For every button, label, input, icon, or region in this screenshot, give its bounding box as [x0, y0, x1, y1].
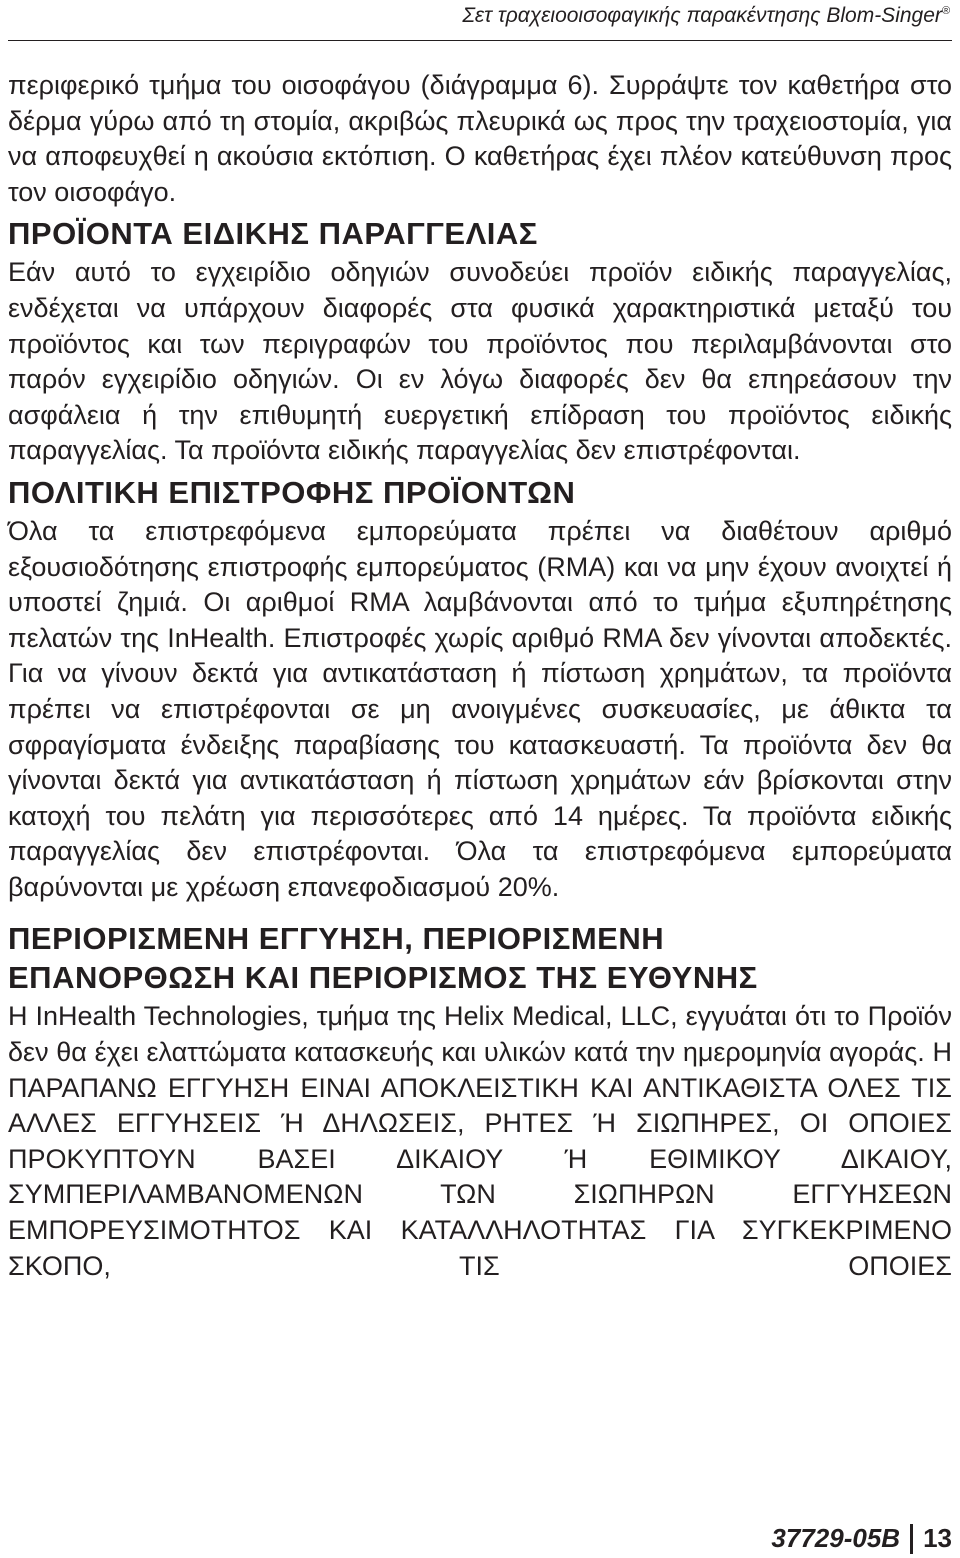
page-footer	[771, 1523, 952, 1554]
heading-limited-warranty-line2: ΕΠΑΝΟΡΘΩΣΗ ΚΑΙ ΠΕΡΙΟΡΙΣΜΟΣ ΤΗΣ ΕΥΘΥΝΗΣ	[8, 960, 758, 996]
running-header	[462, 4, 950, 28]
header-divider	[8, 40, 952, 41]
heading-limited-warranty-line1: ΠΕΡΙΟΡΙΣΜΕΝΗ ΕΓΓΥΗΣΗ, ΠΕΡΙΟΡΙΣΜΕΝΗ	[8, 921, 665, 957]
heading-special-order-products: ΠΡΟΪΟΝΤΑ ΕΙΔΙΚΗΣ ΠΑΡΑΓΓΕΛΙΑΣ	[8, 216, 538, 252]
intro-paragraph: περιφερικό τμήμα του οισοφάγου (διάγραμμα 6). Συρράψτε τον καθετήρα στο δέρμα γύρω από τη στομία, ακριβώς πλευρικά ως προς την τραχειοστομία, για να αποφευχθεί η ακούσια εκτόπιση. Ο καθετήρας έχει πλέον κατεύθυνση προς τον οισοφάγο.	[8, 70, 952, 207]
page-content	[8, 68, 952, 1284]
limited-warranty-paragraph: Η InHealth Technologies, τμήμα της Helix Medical, LLC, εγγυάται ότι το Προϊόν δεν θα έχει ελαττώματα κατασκευής και υλικών κατά την ημερομηνία αγοράς. Η ΠΑΡΑΠΑΝΩ ΕΓΓΥΗΣΗ ΕΙΝΑΙ ΑΠΟΚΛΕΙΣΤΙΚΗ ΚΑΙ ΑΝΤΙΚΑΘΙΣΤΑ ΟΛΕΣ ΤΙΣ ΑΛΛΕΣ ΕΓΓΥΗΣΕΙΣ Ή ΔΗΛΩΣΕΙΣ, ΡΗΤΕΣ Ή ΣΙΩΠΗΡΕΣ, ΟΙ ΟΠΟΙΕΣ ΠΡΟΚΥΠΤΟΥΝ ΒΑΣΕΙ ΔΙΚΑΙΟΥ Ή ΕΘΙΜΙΚΟΥ ΔΙΚΑΙΟΥ, ΣΥΜΠΕΡΙΛΑΜΒΑΝΟΜΕΝΩΝ ΤΩΝ ΣΙΩΠΗΡΩΝ ΕΓΓΥΗΣΕΩΝ ΕΜΠΟΡΕΥΣΙΜΟΤΗΤΟΣ ΚΑΙ ΚΑΤΑΛΛΗΛΟΤΗΤΑΣ ΓΙΑ ΣΥΓΚΕΚΡΙΜΕΝΟ ΣΚΟΠΟ, ΤΙΣ ΟΠΟΙΕΣ	[8, 1001, 952, 1281]
return-policy-paragraph: Όλα τα επιστρεφόμενα εμπορεύματα πρέπει να διαθέτουν αριθμό εξουσιοδότησης επιστροφής εμπορεύματος (RMA) και να μην έχουν ανοιχτεί ή υποστεί ζημιά. Οι αριθμοί RMA λαμβάνονται από το τμήμα εξυπηρέτησης πελατών της InHealth. Επιστροφές χωρίς αριθμό RMA δεν γίνονται αποδεκτές. Για να γίνουν δεκτά για αντικατάσταση ή πίστωση χρημάτων, τα προϊόντα πρέπει να επιστρέφονται σε μη ανοιγμένες συσκευασίες, με άθικτα τα σφραγίσματα ένδειξης παραβίασης του κατασκευαστή. Τα προϊόντα δεν θα γίνονται δεκτά για αντικατάσταση ή πίστωση χρημάτων εάν βρίσκονται στην κατοχή του πελάτη για περισσότερες από 14 ημέρες. Τα προϊόντα ειδικής παραγγελίας δεν επιστρέφονται. Όλα τα επιστρεφόμενα εμπορεύματα βαρύνονται με χρέωση επανεφοδιασμού 20%.	[8, 515, 952, 902]
heading-limited-warranty	[8, 919, 952, 997]
footer-separator	[910, 1524, 913, 1554]
document-code: 37729-05B	[771, 1523, 901, 1553]
running-header-title: Σετ τραχειοοισοφαγικής παρακέντησης Blom-Singer	[462, 4, 942, 27]
heading-return-policy: ΠΟΛΙΤΙΚΗ ΕΠΙΣΤΡΟΦΗΣ ΠΡΟΪΟΝΤΩΝ	[8, 474, 576, 510]
registered-mark: ®	[941, 5, 950, 17]
page-number: 13	[923, 1523, 952, 1553]
special-order-paragraph: Εάν αυτό το εγχειρίδιο οδηγιών συνοδεύει προϊόν ειδικής παραγγελίας, ενδέχεται να υπάρχουν διαφορές στα φυσικά χαρακτηριστικά μεταξύ του προϊόντος και των περιγραφών του προϊόντος που περιλαμβάνονται στο παρόν εγχειρίδιο οδηγιών. Οι εν λόγω διαφορές δεν θα επηρεάσουν την ασφάλεια ή την επιθυμητή ευεργετική επίδραση του προϊόντος ειδικής παραγγελίας. Τα προϊόντα ειδικής παραγγελίας δεν επιστρέφονται.	[8, 257, 952, 466]
